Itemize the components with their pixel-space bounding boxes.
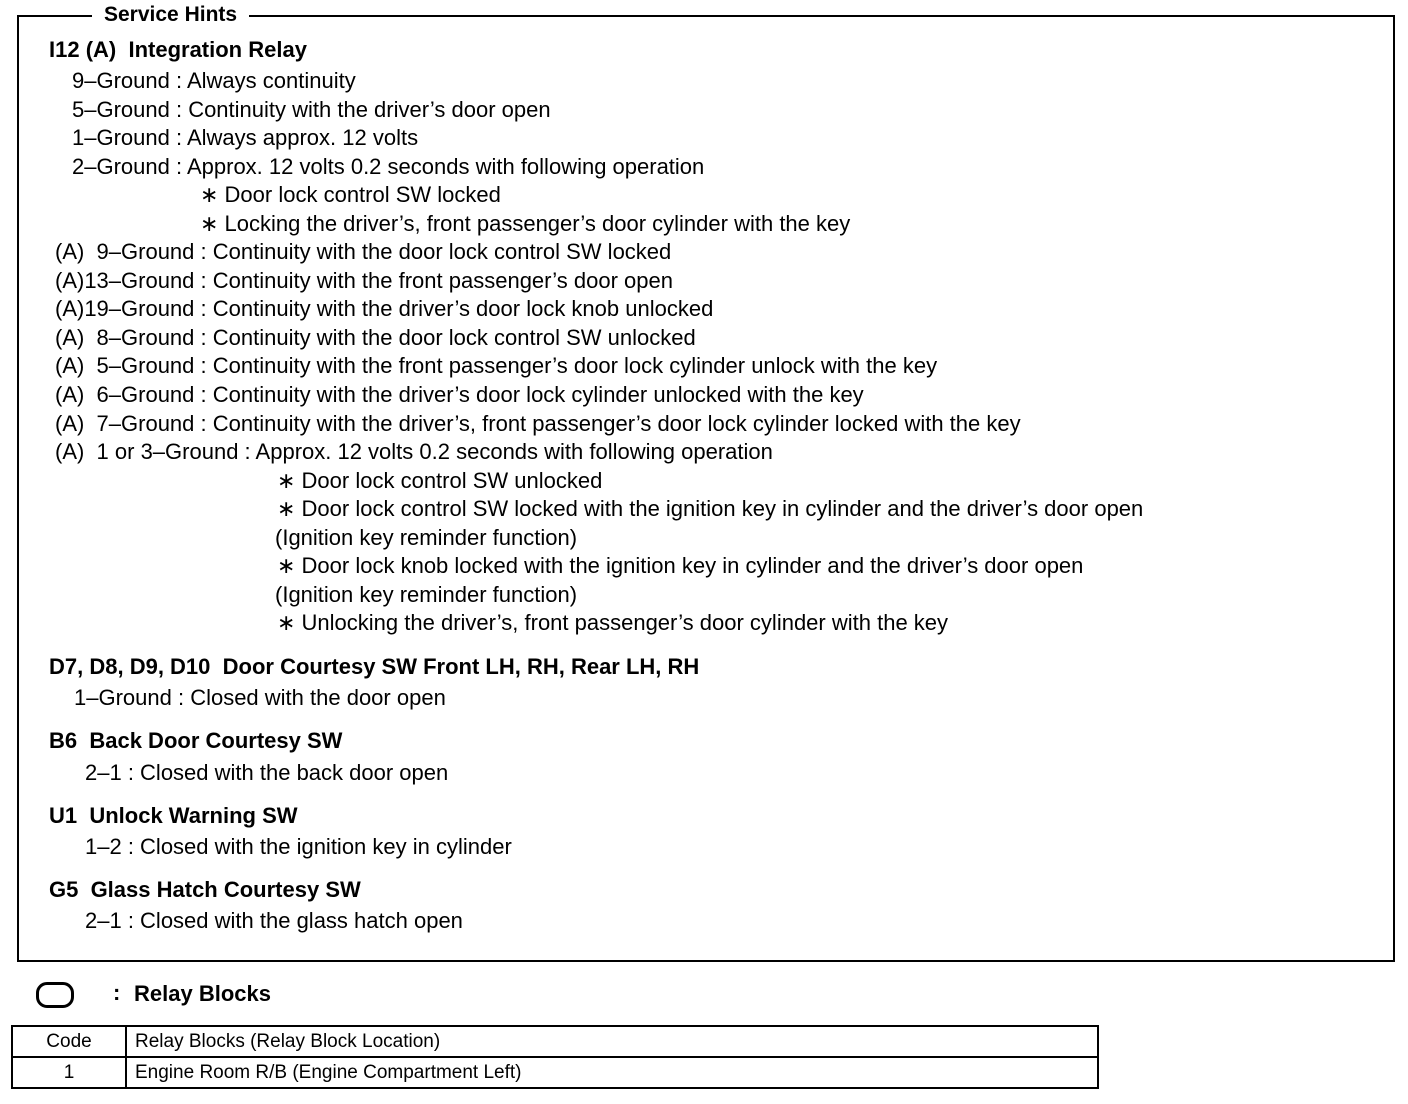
relay-legend-label: Relay Blocks <box>134 981 271 1006</box>
hint-line: 1–2 : Closed with the ignition key in cylinder <box>85 834 512 859</box>
relay-table <box>11 1025 1099 1089</box>
hint-line: 2–Ground : Approx. 12 volts 0.2 seconds with following operation <box>72 154 705 179</box>
section-heading: D7, D8, D9, D10 Door Courtesy SW Front LH, RH, Rear LH, RH <box>49 654 700 679</box>
hint-note: (Ignition key reminder function) <box>275 525 578 550</box>
section-heading: G5 Glass Hatch Courtesy SW <box>49 877 361 902</box>
hint-line: 2–1 : Closed with the glass hatch open <box>85 908 463 933</box>
hint-bullet: ∗ Door lock control SW locked <box>200 182 501 207</box>
hint-line: (A) 9–Ground : Continuity with the door lock control SW locked <box>55 239 672 264</box>
service-hints-title: Service Hints <box>92 2 249 28</box>
header-location: Relay Blocks (Relay Block Location) <box>126 1026 1098 1057</box>
cell-code: 1 <box>12 1057 126 1088</box>
hint-line: (A) 5–Ground : Continuity with the front passenger’s door lock cylinder unlock with the key <box>55 353 938 378</box>
section-heading: U1 Unlock Warning SW <box>49 803 298 828</box>
section-heading: B6 Back Door Courtesy SW <box>49 728 343 753</box>
hint-line: (A) 8–Ground : Continuity with the door lock control SW unlocked <box>55 325 696 350</box>
hint-line: 5–Ground : Continuity with the driver’s door open <box>72 97 551 122</box>
section-heading: I12 (A) Integration Relay <box>49 37 307 62</box>
hint-note: (Ignition key reminder function) <box>275 582 578 607</box>
table-row <box>12 1057 1098 1088</box>
hint-line: (A)13–Ground : Continuity with the front passenger’s door open <box>55 268 673 293</box>
hint-line: 1–Ground : Always approx. 12 volts <box>72 125 419 150</box>
hint-line: 2–1 : Closed with the back door open <box>85 760 449 785</box>
hint-line: 9–Ground : Always continuity <box>72 68 356 93</box>
relay-block-symbol-icon <box>36 982 74 1008</box>
hint-line: (A)19–Ground : Continuity with the driver’s door lock knob unlocked <box>55 296 714 321</box>
hint-line: (A) 7–Ground : Continuity with the driver’s, front passenger’s door lock cylinder locked with the key <box>55 411 1021 436</box>
hint-line: 1–Ground : Closed with the door open <box>74 685 446 710</box>
hint-bullet: ∗ Door lock knob locked with the ignition key in cylinder and the driver’s door open <box>277 553 1084 578</box>
hint-line: (A) 1 or 3–Ground : Approx. 12 volts 0.2 seconds with following operation <box>55 439 773 464</box>
hint-bullet: ∗ Locking the driver’s, front passenger’s door cylinder with the key <box>200 211 851 236</box>
relay-legend-colon: : <box>113 980 121 1005</box>
cell-location: Engine Room R/B (Engine Compartment Left) <box>126 1057 1098 1088</box>
table-header-row <box>12 1026 1098 1057</box>
hint-line: (A) 6–Ground : Continuity with the driver’s door lock cylinder unlocked with the key <box>55 382 864 407</box>
header-code: Code <box>12 1026 126 1057</box>
hint-bullet: ∗ Unlocking the driver’s, front passenger’s door cylinder with the key <box>277 610 949 635</box>
hint-bullet: ∗ Door lock control SW unlocked <box>277 468 603 493</box>
hint-bullet: ∗ Door lock control SW locked with the ignition key in cylinder and the driver’s door open <box>277 496 1144 521</box>
